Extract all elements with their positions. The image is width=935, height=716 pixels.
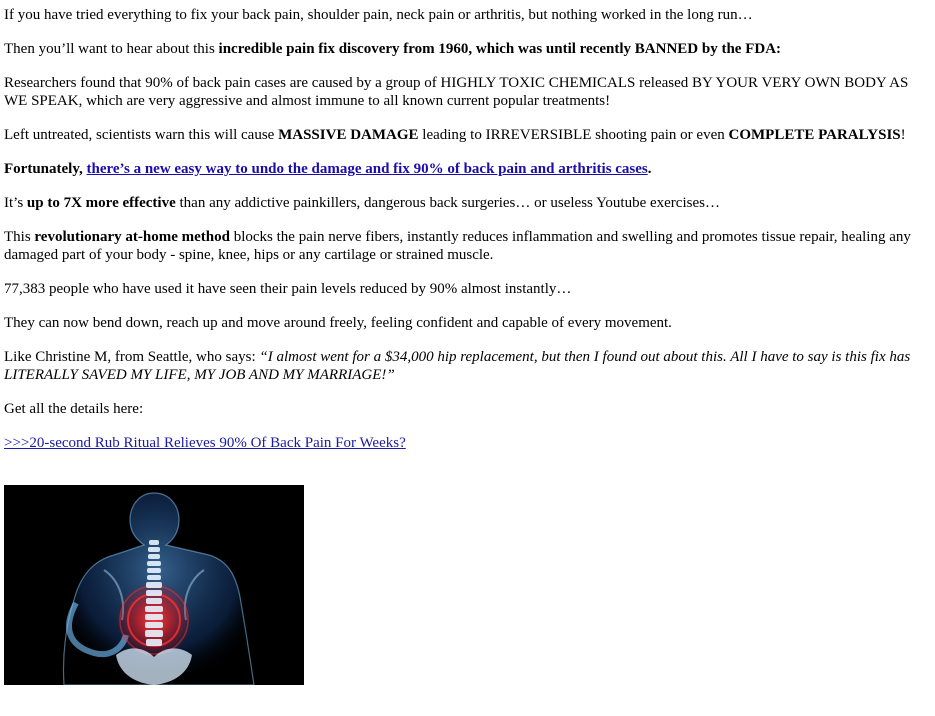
paragraph-warning <box>4 126 931 144</box>
paragraph-text: leading to IRREVERSIBLE shooting pain or even <box>418 127 729 143</box>
paragraph-text: Then you’ll want to hear about this <box>4 41 219 57</box>
paragraph-text: It’s <box>4 195 27 211</box>
bold-text: MASSIVE DAMAGE <box>278 127 419 143</box>
back-pain-xray-image[interactable] <box>4 485 304 685</box>
paragraph-intro: If you have tried everything to fix your back pain, shoulder pain, neck pain or arthritis, but nothing worked in the long run… <box>4 7 753 23</box>
bold-text: COMPLETE PARALYSIS <box>728 127 901 143</box>
paragraph-details: Get all the details here: <box>4 401 144 417</box>
bold-text: . <box>647 161 652 177</box>
bold-text: Fortunately, <box>4 161 87 177</box>
paragraph-testimonial <box>4 348 931 384</box>
bold-text: up to 7X more effective <box>26 195 176 211</box>
paragraph-text: Left untreated, scientists warn this will cause <box>4 127 279 143</box>
bold-text: revolutionary at-home method <box>34 229 230 245</box>
testimonial-quote: “I almost went for a $34,000 hip replacement, but then I found out about this. All I have to say is this fix has LITERALLY SAVED MY LIFE, MY JOB AND MY MARRIAGE!” <box>4 349 911 383</box>
paragraph-text: This <box>4 229 35 245</box>
paragraph-cta <box>4 434 931 452</box>
paragraph-text: than any addictive painkillers, dangerous back surgeries… or useless Youtube exercises… <box>175 195 720 211</box>
undo-damage-link[interactable]: there’s a new easy way to undo the damage and fix 90% of back pain and arthritis cases <box>86 161 648 177</box>
rub-ritual-link[interactable]: >>>20-second Rub Ritual Relieves 90% Of Back Pain For Weeks? <box>4 435 406 451</box>
paragraph-text: ! <box>900 127 906 143</box>
paragraph-freely: They can now bend down, reach up and move around freely, feeling confident and capable of every movement. <box>4 315 672 331</box>
spine-illustration <box>4 485 304 685</box>
article-body <box>0 6 935 452</box>
paragraph-researchers: Researchers found that 90% of back pain cases are caused by a group of HIGHLY TOXIC CHEMICALS released BY YOUR VERY OWN BODY AS WE SPEAK, which are very aggressive and almost immune to all known current popular treatments! <box>4 75 909 109</box>
bold-text: incredible pain fix discovery from 1960, which was until recently BANNED by the FDA: <box>218 41 782 57</box>
paragraph-method <box>4 228 931 264</box>
paragraph-discovery <box>4 40 931 58</box>
paragraph-fortunately <box>4 160 931 178</box>
paragraph-effective <box>4 194 931 212</box>
paragraph-people-count: 77,383 people who have used it have seen their pain levels reduced by 90% almost instantly… <box>4 281 572 297</box>
paragraph-text: blocks the pain nerve fibers, instantly reduces inflammation and swelling and promotes tissue repair, healing any damaged part of your body - spine, knee, hips or any cartilage or strained muscle. <box>4 229 911 263</box>
paragraph-text: Like Christine M, from Seattle, who says: <box>4 349 260 365</box>
